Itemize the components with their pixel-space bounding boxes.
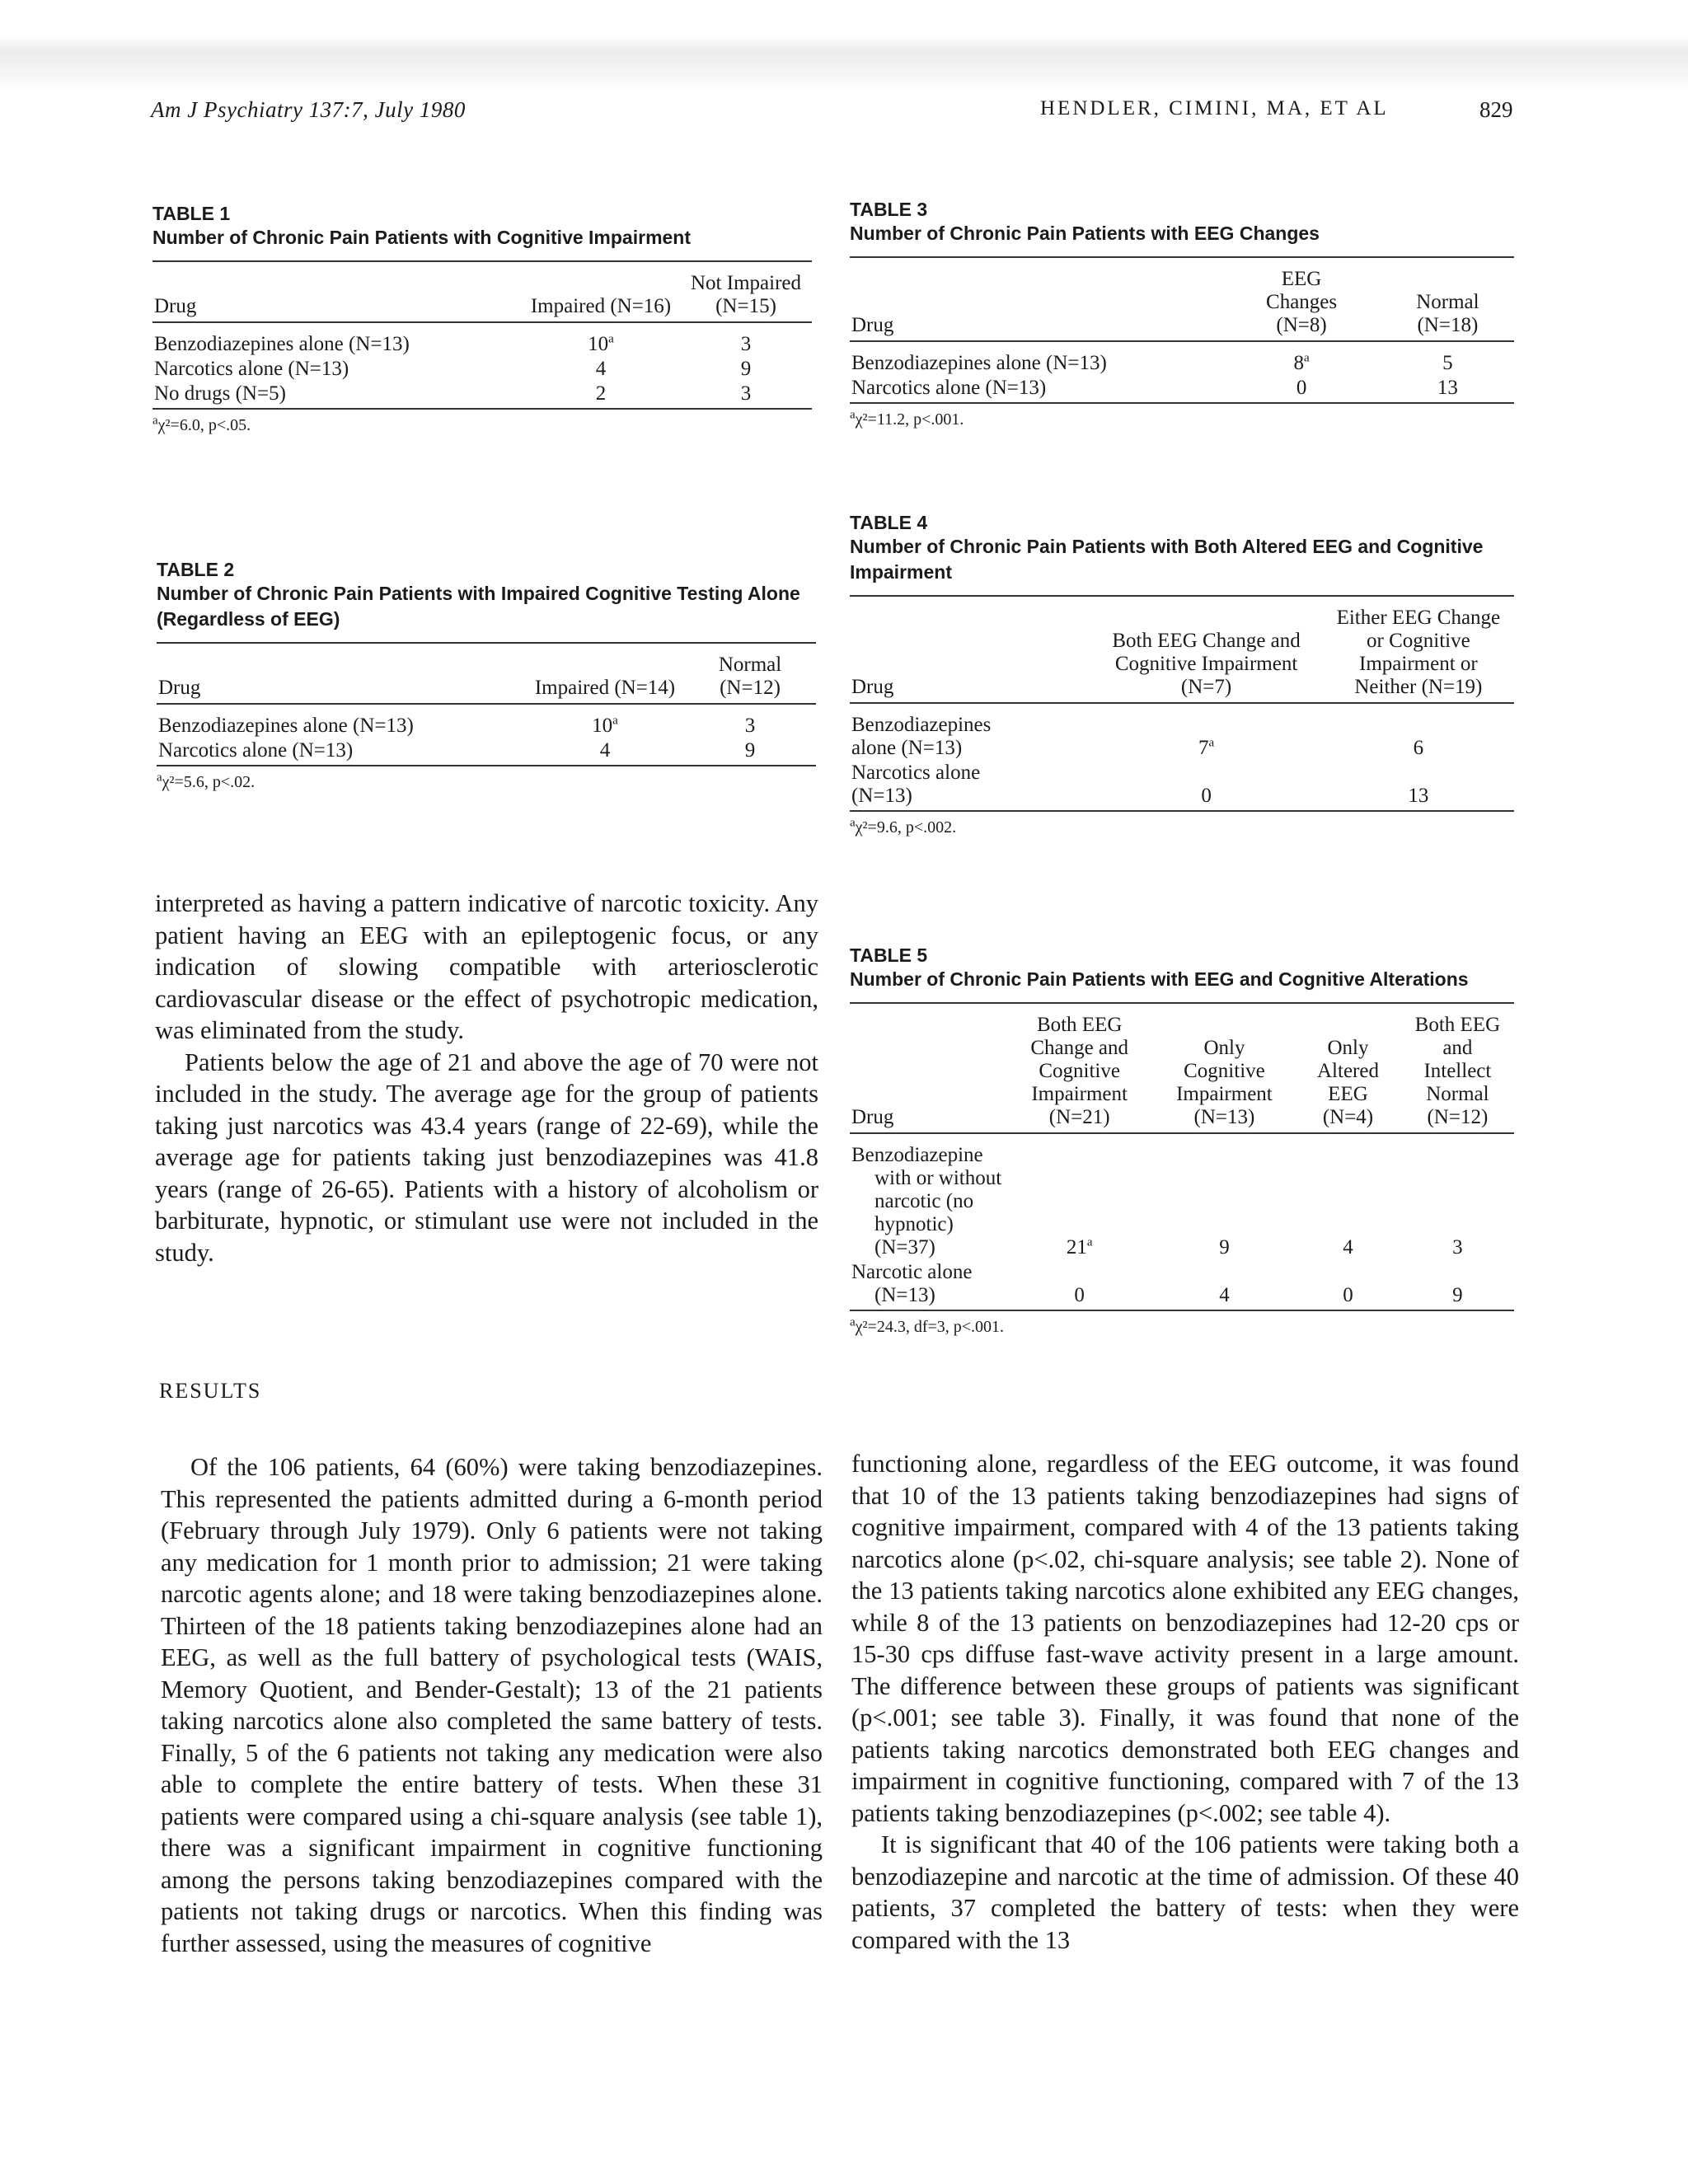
column-header: Only Cognitive Impairment (N=13)	[1154, 1012, 1295, 1133]
table-grid	[152, 260, 812, 410]
table-row	[152, 382, 812, 409]
table-cell: 6	[1413, 737, 1424, 759]
table-cell: 3	[740, 333, 752, 355]
column-header: Both EEG and Intellect Normal (N=12)	[1401, 1012, 1514, 1133]
table-grid	[850, 1002, 1514, 1311]
column-header: Normal (N=12)	[684, 652, 816, 704]
table-cell: Narcotics alone (N=13)	[154, 358, 349, 380]
table-cell: 3	[744, 715, 756, 737]
table-cell: 2	[522, 382, 680, 409]
column-header: Drug	[850, 1012, 1006, 1133]
scan-edge-band	[0, 35, 1688, 92]
table-cell: 9	[684, 738, 816, 766]
column-header: Impaired (N=16)	[522, 270, 680, 322]
table-cell: 0	[1221, 376, 1381, 403]
table-cell: Benzodiazepines alone (N=13)	[158, 715, 414, 737]
table-title: Number of Chronic Pain Patients with EEG and Cognitive Alterations	[850, 968, 1469, 990]
table-cell: 10$^a$	[588, 332, 614, 355]
table-cell: Narcotics alone (N=13)	[157, 738, 526, 766]
table-cell: 8$^a$	[1293, 351, 1310, 374]
results-left-column	[161, 1451, 823, 1959]
table-3	[850, 198, 1514, 429]
column-header: Only Altered EEG (N=4)	[1295, 1012, 1401, 1133]
paragraph: It is significant that 40 of the 106 patients were taking both a benzodiazepine and narcotic at the time of admission. Of these 40 patients, 37 completed the battery of tests: when they were compared with the 13	[851, 1830, 1519, 1954]
table-4	[850, 511, 1514, 837]
column-header: Drug	[850, 605, 1090, 703]
table-cell: Benzodiazepines alone (N=13)	[154, 333, 410, 355]
table-label: TABLE 5	[850, 944, 928, 966]
column-header: Not Impaired (N=15)	[680, 270, 812, 322]
table-footnote: $^a$χ²=24.3, df=3, p<.001.	[850, 1315, 1005, 1336]
table-title: Number of Chronic Pain Patients with EEG Changes	[850, 223, 1320, 244]
table-cell: 21$^a$	[1066, 1235, 1093, 1258]
table-cell: No drugs (N=5)	[152, 382, 522, 409]
table-row	[157, 738, 816, 766]
table-row	[850, 1133, 1514, 1260]
table-cell: Benzodiazepines alone (N=13)	[851, 352, 1107, 374]
page-number: 829	[1479, 97, 1513, 122]
results-right-column	[851, 1448, 1519, 1956]
table-footnote: $^a$χ²=11.2, p<.001.	[850, 408, 964, 429]
table-cell: 4	[526, 738, 684, 766]
table-cell: 13	[1381, 376, 1514, 403]
table-cell: 3	[1452, 1236, 1463, 1258]
table-2	[157, 558, 816, 792]
paragraph: interpreted as having a pattern indicative of narcotic toxicity. Any patient having an EEG with an epileptogenic focus, or any indication of slowing compatible with arteriosclerotic cardiovascular disease or the effect of psychotropic medication, was eliminated from the study.	[155, 889, 818, 1044]
table-cell: 13	[1323, 761, 1514, 811]
table-title: Number of Chronic Pain Patients with Impaired Cognitive Testing Alone (Regardless of EEG)	[157, 583, 800, 630]
column-header: Both EEG Change and Cognitive Impairment (N=7)	[1090, 605, 1322, 703]
paragraph: Of the 106 patients, 64 (60%) were taking benzodiazepines. This represented the patients admitted during a 6-month period (February through July 1979). Only 6 patients were not taking any medication for 1 month prior to admission; 21 were taking narcotic agents alone; and 18 were taking benzodiazepines alone. Thirteen of the 18 patients taking benzodiazepines alone had an EEG, as well as the full battery of psychological tests (WAIS, Memory Quotient, and Bender-Gestalt); 13 of the 21 patients taking narcotics alone also completed the same battery of tests. Finally, 5 of the 6 patients not taking any medication were also able to complete the entire battery of tests. When these 31 patients were compared using a chi-square analysis (see table 1), there was a significant impairment in cognitive functioning among the persons taking benzodiazepines compared with the patients not taking drugs or narcotics. When this finding was further assessed, using the measures of cognitive	[161, 1453, 823, 1957]
table-grid	[850, 256, 1514, 404]
table-grid	[157, 642, 816, 766]
column-header: Drug	[152, 270, 522, 322]
column-header: Drug	[157, 652, 526, 704]
table-row	[152, 357, 812, 382]
table-row	[850, 341, 1514, 376]
column-header: Drug	[850, 266, 1221, 341]
running-authors: HENDLER, CIMINI, MA, ET AL	[1040, 97, 1389, 120]
table-row	[850, 376, 1514, 403]
table-label: TABLE 4	[850, 512, 928, 533]
table-row	[152, 322, 812, 357]
table-cell: 5	[1442, 352, 1453, 374]
table-cell: Narcotic alone (N=13)	[850, 1260, 1006, 1310]
table-cell: 0	[1295, 1260, 1401, 1310]
table-footnote: $^a$χ²=9.6, p<.002.	[850, 816, 957, 837]
table-grid	[850, 595, 1514, 812]
table-cell: 4	[1343, 1236, 1353, 1258]
table-cell: 4	[1154, 1260, 1295, 1310]
table-cell: 7$^a$	[1198, 736, 1215, 759]
column-header: EEG Changes (N=8)	[1221, 266, 1381, 341]
table-footnote: $^a$χ²=6.0, p<.05.	[152, 414, 251, 434]
table-row	[157, 704, 816, 738]
paragraph: Patients below the age of 21 and above the age of 70 were not included in the study. The average age for the group of patients taking just narcotics was 43.4 years (range of 22-69), while the average age for patients taking just benzodiazepines was 41.8 years (range of 26-65). Patients with a history of alcoholism or barbiturate, hypnotic, or stimulant use were not included in the study.	[155, 1047, 818, 1267]
table-cell: Narcotics alone (N=13)	[850, 376, 1221, 403]
table-row	[850, 1260, 1514, 1310]
table-label: TABLE 1	[152, 203, 231, 224]
table-cell: 3	[680, 382, 812, 409]
table-title: Number of Chronic Pain Patients with Cognitive Impairment	[152, 227, 692, 248]
section-heading-results: RESULTS	[159, 1379, 262, 1403]
table-cell: Benzodiazepines alone (N=13)	[851, 714, 992, 759]
column-header: Impaired (N=14)	[526, 652, 684, 704]
table-cell: 9	[740, 358, 752, 380]
table-cell: 9	[1401, 1260, 1514, 1310]
table-row	[850, 761, 1514, 811]
table-1	[152, 202, 812, 435]
table-cell: 4	[595, 358, 607, 380]
table-label: TABLE 3	[850, 199, 928, 220]
methods-continuation	[155, 888, 818, 1268]
column-header: Both EEG Change and Cognitive Impairment (N=21)	[1006, 1012, 1154, 1133]
table-label: TABLE 2	[157, 559, 235, 580]
table-cell: Benzodiazepine with or without narcotic (no hypnotic) (N=37)	[851, 1144, 1002, 1258]
table-footnote: $^a$χ²=5.6, p<.02.	[157, 771, 256, 791]
table-cell: 9	[1219, 1236, 1230, 1258]
paragraph: functioning alone, regardless of the EEG outcome, it was found that 10 of the 13 patients taking benzodiazepines had signs of cognitive impairment, compared with 4 of the 13 patients taking narcotics alone (p<.02, chi-square analysis; see table 2). None of the 13 patients taking narcotics alone exhibited any EEG changes, while 8 of the 13 patients on benzodiazepines had 12-20 cps or 15-30 cps diffuse fast-wave activity present in a large amount. The difference between these groups of patients was significant (p<.001; see table 3). Finally, it was found that none of the patients taking narcotics demonstrated both EEG changes and impairment in cognitive functioning, compared with 7 of the 13 patients taking benzodiazepines (p<.002; see table 4).	[851, 1450, 1519, 1827]
table-5	[850, 944, 1514, 1337]
column-header: Either EEG Change or Cognitive Impairment or Neither (N=19)	[1323, 605, 1514, 703]
table-row	[850, 703, 1514, 761]
table-cell: 10$^a$	[592, 714, 618, 737]
table-cell: 0	[1006, 1260, 1154, 1310]
table-title: Number of Chronic Pain Patients with Both Altered EEG and Cognitive Impairment	[850, 536, 1484, 583]
table-cell: 0	[1090, 761, 1322, 811]
column-header: Normal (N=18)	[1381, 266, 1514, 341]
journal-citation: Am J Psychiatry 137:7, July 1980	[151, 97, 466, 122]
table-cell: Narcotics alone (N=13)	[850, 761, 1090, 811]
